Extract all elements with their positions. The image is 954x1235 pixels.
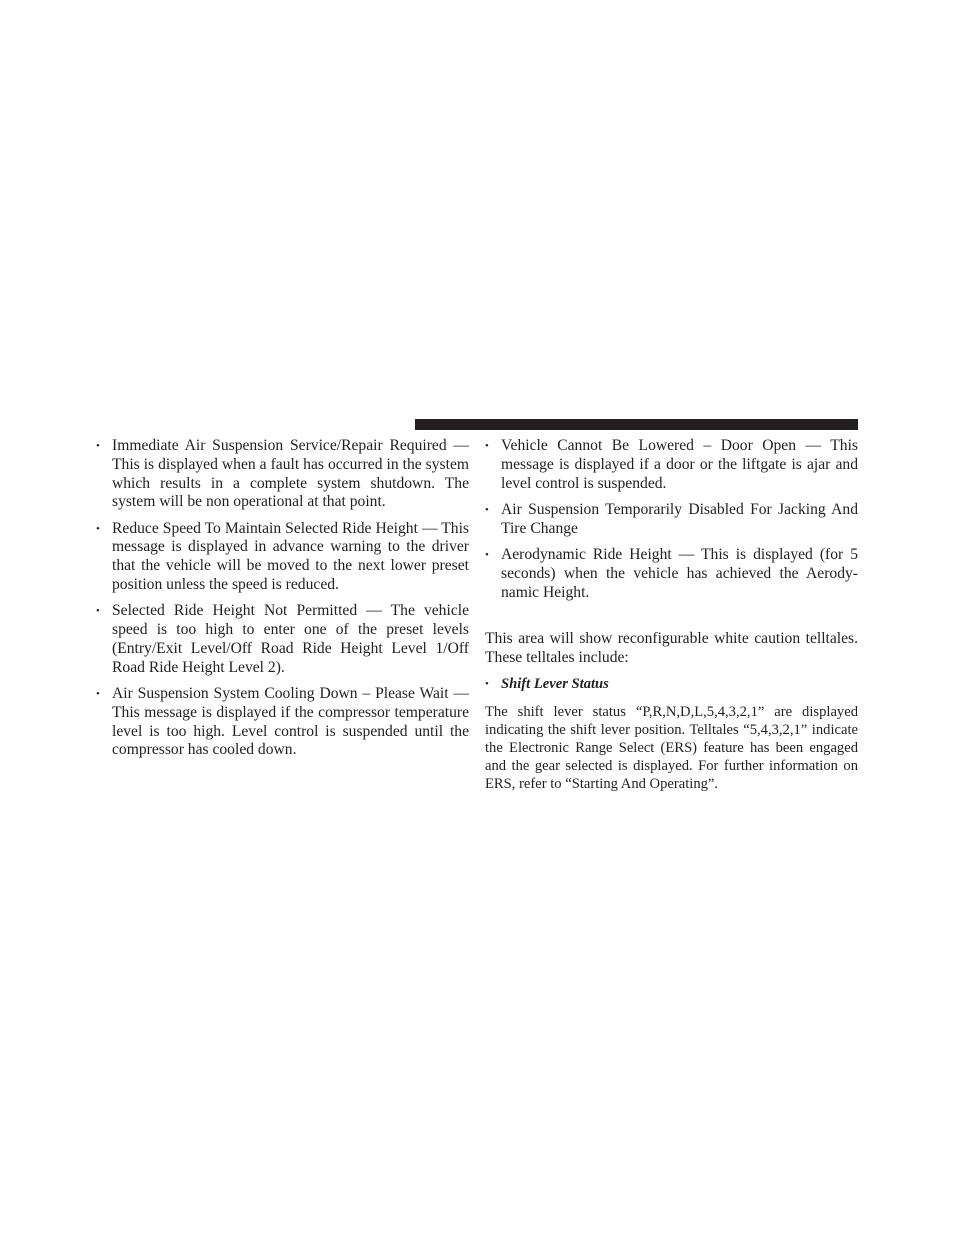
bullet-icon: • (96, 522, 100, 535)
list-item (96, 520, 469, 595)
list-item (485, 546, 858, 602)
list-item-text: Air Suspension Temporarily Disabled For Jacking And Tire Change (501, 500, 858, 537)
bullet-icon: • (485, 677, 489, 690)
list-item (485, 437, 858, 493)
left-column (96, 437, 469, 768)
bullet-icon: • (485, 503, 489, 516)
list-item (96, 602, 469, 677)
left-bullet-list (96, 437, 469, 760)
list-item-text: Aerodynamic Ride Height — This is displayed (for 5 seconds) when the vehicle has achieved the Aerodynamic Height. (501, 545, 858, 601)
list-item-text: Air Suspension System Cooling Down – Please Wait — This message is displayed if the compressor temperature level is too high. Level control is suspended until the compressor has cooled down. (112, 685, 469, 759)
bullet-icon: • (96, 605, 100, 618)
shift-lever-status-heading: Shift Lever Status (501, 675, 609, 692)
list-item-text: Immediate Air Suspension Service/Repair Required — This is displayed when a fault has occurred in the system which results in a complete system shutdown. The system will be non operational at that point. (112, 437, 469, 511)
list-item (485, 501, 858, 539)
list-item-text: Selected Ride Height Not Permitted — The vehicle speed is too high to enter one of the preset levels (Entry/Exit Level/Off Road Ride Height Level 1/Off Road Ride Height Level 2). (112, 602, 469, 676)
bullet-icon: • (485, 440, 489, 452)
section-header-bar (415, 419, 858, 430)
right-bullet-list (485, 437, 858, 602)
shift-lever-description: The shift lever status “P,R,N,D,L,5,4,3,2,1” are displayed indicating the shift lever position. Telltales “5,4,3,2,1” indicate the Electronic Range Select (ERS) feature has been engaged and the gear selected is displayed. For further information on ERS, refer to “Starting And Operating”. (485, 703, 858, 792)
right-column (485, 437, 858, 793)
shift-lever-status-item (485, 675, 858, 694)
bullet-icon: • (96, 688, 100, 701)
list-item (96, 685, 469, 760)
bullet-icon: • (485, 548, 489, 561)
list-item-text: Vehicle Cannot Be Lowered – Door Open — This message is displayed if a door or the liftgate is ajar and level control is suspended. (501, 437, 858, 492)
list-item-text: Reduce Speed To Maintain Selected Ride Height — This message is displayed in advance warning to the driver that the vehicle will be moved to the next lower preset position unless the speed is reduced. (112, 519, 469, 594)
telltales-intro-paragraph: This area will show reconfigurable white caution telltales. These telltales include: (485, 630, 858, 667)
bullet-icon: • (96, 440, 100, 452)
list-item (96, 437, 469, 512)
